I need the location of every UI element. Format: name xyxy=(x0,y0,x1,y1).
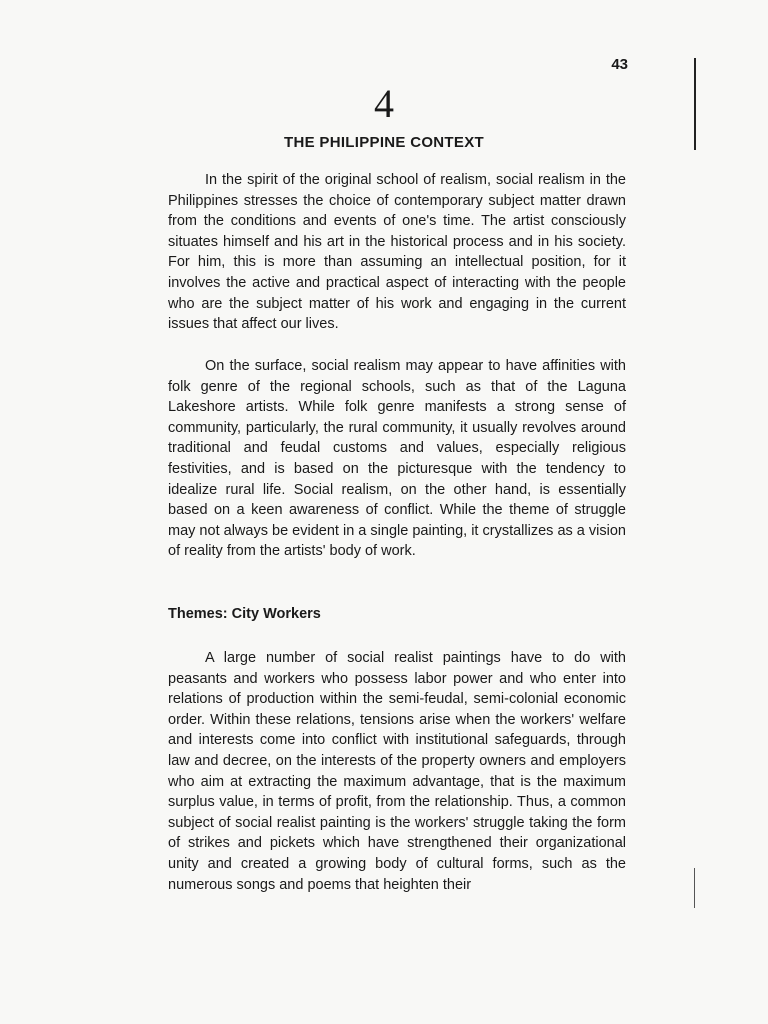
scan-margin-line xyxy=(694,58,696,150)
scan-margin-line xyxy=(694,868,695,908)
section-heading: Themes: City Workers xyxy=(168,606,321,622)
chapter-number: 4 xyxy=(374,81,394,126)
chapter-title: THE PHILIPPINE CONTEXT xyxy=(284,134,484,151)
page-number: 43 xyxy=(611,56,628,73)
paragraph-folk-genre: On the surface, social realism may appear to have affinities with folk genre of the regional schools, such as that of the Laguna Lakeshore artists. While folk genre manifests a strong sense of community, particularly, the rural community, it usually revolves around traditional and feudal customs and values, especially religious festivities, and is based on the picturesque with the tendency to idealize rural life. Social realism, on the other hand, is essentially based on a keen awareness of conflict. While the theme of struggle may not always be evident in a single painting, it crystallizes as a vision of reality from the artists' body of work. xyxy=(168,358,626,560)
paragraph-city-workers: A large number of social realist paintings have to do with peasants and workers who possess labor power and who enter into relations of production within the semi-feudal, semi-colonial economic order. Within these relations, tensions arise when the workers' welfare and interests come into conflict with institutional safeguards, through law and decree, on the interests of the property owners and employers who aim at extracting the maximum advantage, that is the maximum surplus value, in terms of profit, from the relationship. Thus, a common subject of social realist painting is the workers' struggle taking the form of strikes and pickets which have strengthened their organizational unity and created a growing body of cultural forms, such as the numerous songs and poems that heighten their xyxy=(168,650,626,893)
paragraph-intro: In the spirit of the original school of realism, social realism in the Philippines stresses the choice of contemporary subject matter drawn from the conditions and events of one's time. The artist consciously situates himself and his art in the historical process and in his society. For him, this is more than assuming an intellectual position, for it involves the active and practical aspect of interacting with the people who are the subject matter of his work and engaging in the current issues that affect our lives. xyxy=(168,172,626,333)
